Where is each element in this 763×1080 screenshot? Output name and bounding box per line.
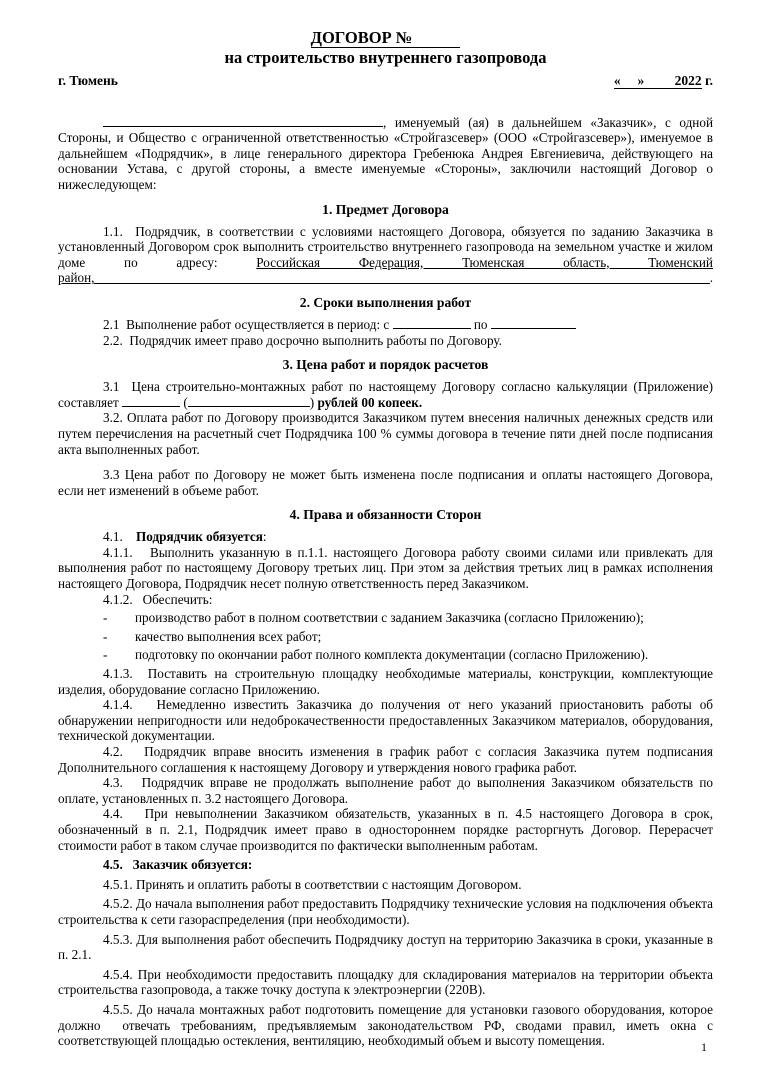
clause-4-5-5: 4.5.5. До начала монтажных работ подготовить помещение для установки газового оборудования, которое должно отвечать требованиям, предъявляемым законодательством РФ, сводами правил, иметь окна с соответствующей площадью остекления, вентиляцию, необходимый объем и высоту помещения. [58, 1001, 713, 1049]
price-digits-blank [122, 395, 180, 407]
clause-4-4: 4.4. При невыполнении Заказчиком обязательств, указанных в п. 4.5 настоящего Договора в срок, обозначенный в п. 2.1, Подрядчик имеет право в одностороннем порядке расторгнуть Договор. Перерасчет стоимости работ в таком случае производится по фактически выполненным работам. [58, 806, 713, 853]
clause-4-5-2: 4.5.2. До начала выполнения работ предоставить Подрядчику технические условия на подключения объекта строительства к сети газораспределения (при необходимости). [58, 896, 713, 927]
preamble-text: , именуемый (ая) в дальнейшем «Заказчик», с одной Стороны, и Общество с ограниченной ответственностью «Стройгазсевер» (ООО «Стройгазсевер»), именуемое в дальнейшем «Подрядчик», в лице генерального директора Гребенюка Андрея Евгениевича, действующего на основании Устава, с другой стороны, а вместе именуемые «Стороны», заключили настоящий Договор о нижеследующем: [58, 114, 713, 192]
clause-4-1-bold: Подрядчик обязуется [135, 529, 263, 545]
clause-3-1 [58, 379, 713, 410]
clause-2-2: 2.2. Подрядчик имеет право досрочно выполнить работы по Договору. [103, 332, 502, 348]
clause-1-1 [58, 224, 713, 271]
clause-3-1-text: 3.1 Цена строительно-монтажных работ по настоящему Договору согласно калькуляции (Приложение) составляет [58, 379, 713, 410]
clause-4-1 [58, 529, 713, 545]
city-date-row [58, 73, 713, 89]
clause-4-5: 4.5. Заказчик обязуется: [103, 857, 253, 873]
document-subtitle: на строительство внутреннего газопровода [224, 48, 547, 67]
bullet-item [58, 629, 713, 645]
bullet-text: производство работ в полном соответствии с заданием Заказчика (согласно Приложению); [135, 610, 644, 626]
clause-3-2: 3.2. Оплата работ по Договору производится Заказчиком путем внесения наличных денежных средств или путем перечисления на расчетный счет Подрядчика 100 % суммы договора в течение пяти дней после подписания акта выполненных работ. [58, 410, 713, 457]
clause-4-5-4: 4.5.4. При необходимости предоставить площадку для складирования материалов на территории объекта строительства газопровода, а также точку доступа к электроэнергии (220В). [58, 966, 713, 998]
clause-2-1-middle: по [473, 316, 488, 332]
city-label: г. Тюмень [58, 73, 118, 88]
clause-4-1-2: 4.1.2. Обеспечить: [103, 591, 213, 607]
document-title-block [58, 28, 713, 68]
clause-4-3: 4.3. Подрядчик вправе не продолжать выполнение работ до выполнения Заказчиком обязательств по оплате, установленных п. 3.2 настоящего Договора. [58, 775, 713, 806]
address-underlined-part2: район, [58, 270, 95, 286]
section-1-heading: 1. Предмет Договора [322, 201, 449, 217]
bullet-text: подготовку по окончании работ полного комплекта документации (согласно Приложению). [135, 647, 649, 663]
page-number: 1 [701, 1040, 707, 1055]
section-4-heading: 4. Права и обязанности Сторон [289, 507, 482, 523]
customer-name-blank [103, 115, 383, 127]
bullet-text: качество выполнения всех работ; [135, 628, 322, 644]
clause-4-5-1: 4.5.1. Принять и оплатить работы в соответствии с настоящим Договором. [103, 876, 522, 892]
clause-1-1-address-line [58, 270, 713, 286]
bullet-dash: - [103, 610, 108, 626]
date-field [614, 73, 713, 89]
price-words-blank [188, 395, 310, 407]
clause-4-5-3: 4.5.3. Для выполнения работ обеспечить Подрядчику доступ на территорию Заказчика в сроки, указанные в п. 2.1. [58, 931, 713, 963]
bullet-item [58, 610, 713, 626]
clause-3-1-bold: рублей 00 копеек. [317, 394, 423, 410]
period-end-blank [491, 317, 576, 329]
bullet-dash: - [103, 647, 108, 663]
period-start-blank [393, 317, 471, 329]
clause-2-1-text: 2.1 Выполнение работ осуществляется в период: с [103, 316, 390, 332]
clause-4-1-4: 4.1.4. Немедленно известить Заказчика до получения от него указаний приостановить работы об обнаружении непригодности или недоброкачественности предоставленных Заказчиком материалов, оборудования, технической документации. [58, 697, 713, 744]
section-3-heading: 3. Цена работ и порядок расчетов [282, 357, 489, 373]
clause-2-1 [58, 317, 713, 333]
date-blank: « » 2022 [613, 73, 702, 88]
clause-4-1-3: 4.1.3. Поставить на строительную площадку необходимые материалы, конструкции, комплектующие изделия, оборудование согласно Приложению. [58, 666, 713, 697]
paren-close: ) [309, 394, 315, 410]
clause-3-3: 3.3 Цена работ по Договору не может быть изменена после подписания и оплаты настоящего Договора, если нет изменений в объеме работ. [58, 467, 713, 498]
clause-4-2: 4.2. Подрядчик вправе вносить изменения в график работ с согласия Заказчика путем подписания Дополнительного соглашения к настоящему Договору и утверждения нового графика работ. [58, 744, 713, 775]
date-suffix: г. [701, 73, 713, 88]
address-period: . [709, 270, 713, 286]
bullet-dash: - [103, 628, 108, 644]
paren-open: ( [183, 394, 188, 410]
preamble-paragraph [58, 115, 713, 193]
address-blank [94, 272, 709, 284]
bullet-item [58, 647, 713, 663]
document-title-line [58, 28, 713, 48]
clause-4-1-colon: : [262, 529, 267, 545]
clause-1-1-text: 1.1. Подрядчик, в соответствии с условиями настоящего Договора, обязуется по заданию Заказчика в установленный Договором срок выполнить строительство внутреннего газопровода на земельном участке и жилом доме по адресу: [58, 223, 713, 270]
clause-4-1-1: 4.1.1. Выполнить указанную в п.1.1. настоящего Договора работу своими силами или привлекать для выполнения работ по настоящему Договору третьих лиц. При этом за действия третьих лиц в рамках исполнения настоящего Договора, Подрядчик несет полную ответственность перед Заказчиком. [58, 544, 713, 592]
clause-4-1-number: 4.1. [103, 529, 136, 545]
document-title: ДОГОВОР № [311, 28, 461, 48]
address-underlined-part1: Российская Федерация, Тюменская область, Тюменский [256, 254, 713, 270]
section-2-heading: 2. Сроки выполнения работ [299, 294, 472, 310]
